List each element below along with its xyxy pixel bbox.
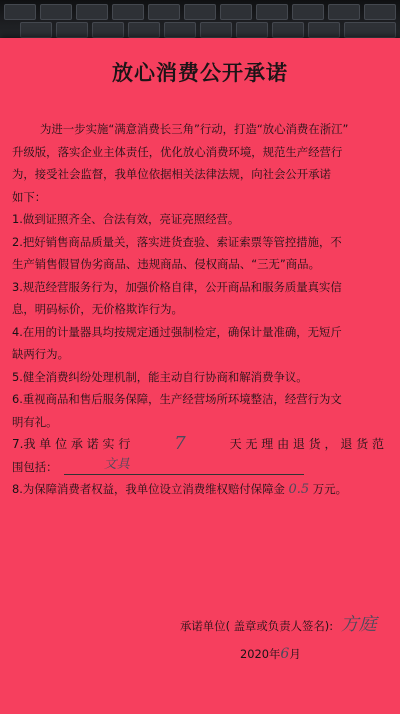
commitment-item-3: 3.规范经营服务行为，加强价格自律，公开商品和服务质量真实信 — [12, 279, 342, 294]
commitment-item-5: 5.健全消费纠纷处理机制，能主动自行协商和解消费争议。 — [12, 369, 308, 384]
commitment-item-4-cont: 缺两行为。 — [12, 347, 69, 361]
commitment-item-6-cont: 明有礼。 — [12, 414, 58, 429]
page-title: 放心消费公开承诺 — [112, 61, 288, 85]
intro-line: 为进一步实施“满意消费长三角”行动，打造“放心消费在浙江” — [40, 122, 349, 136]
item7-prefix: 7.我 单 位 承 诺 实 行 — [12, 437, 131, 451]
intro-line: 为，接受社会监督，我单位依据相关法律法规，向社会公开承诺 — [12, 167, 331, 181]
handwritten-days: 7 — [174, 433, 186, 454]
commitment-item-3-cont: 息，明码标价，无价格欺诈行为。 — [12, 302, 183, 316]
intro-line: 升级版，落实企业主体责任，优化放心消费环境，规范生产经营行 — [12, 144, 343, 159]
keyboard-background — [0, 0, 400, 40]
commitment-item-2-cont: 生产销售假冒伪劣商品、违规商品、侵权商品、“三无”商品。 — [12, 257, 320, 271]
commitment-item-4: 4.在用的计量器具均按规定通过强制检定，确保计量准确，无短斤 — [12, 324, 342, 339]
handwritten-month: 6 — [280, 646, 290, 662]
handwritten-signature: 方庭 — [340, 614, 377, 635]
date-row — [240, 646, 301, 662]
date-year: 2020年 — [240, 647, 281, 661]
signature-row — [180, 610, 377, 636]
item8-suffix: 万元。 — [312, 482, 347, 496]
signature-label: 承诺单位( 盖章或负责人签名): — [180, 619, 334, 633]
document-body — [12, 118, 384, 502]
handwritten-amount: 0.5 — [288, 482, 310, 497]
scope-label: 围包括： — [12, 459, 58, 474]
scope-blank — [64, 456, 304, 475]
date-month-suffix: 月 — [289, 647, 301, 661]
commitment-item-6: 6.重视商品和售后服务保障，生产经营场所环境整洁，经营行为文 — [12, 392, 342, 406]
commitment-item-2: 2.把好销售商品质量关，落实进货查验、索证索票等管控措施，不 — [12, 234, 342, 249]
item7-suffix: 天 无 理 由 退 货 ， 退 货 范 — [229, 437, 384, 451]
commitment-item-1: 1.做到证照齐全、合法有效，亮证亮照经营。 — [12, 212, 240, 226]
commitment-item-8 — [12, 478, 384, 502]
handwritten-scope: 文具 — [103, 456, 130, 472]
commitment-item-7 — [12, 433, 384, 456]
intro-line: 如下： — [12, 189, 47, 204]
item8-prefix: 8.为保障消费者权益，我单位设立消费维权赔付保障金 — [12, 482, 285, 496]
commitment-item-7-scope — [12, 456, 384, 479]
